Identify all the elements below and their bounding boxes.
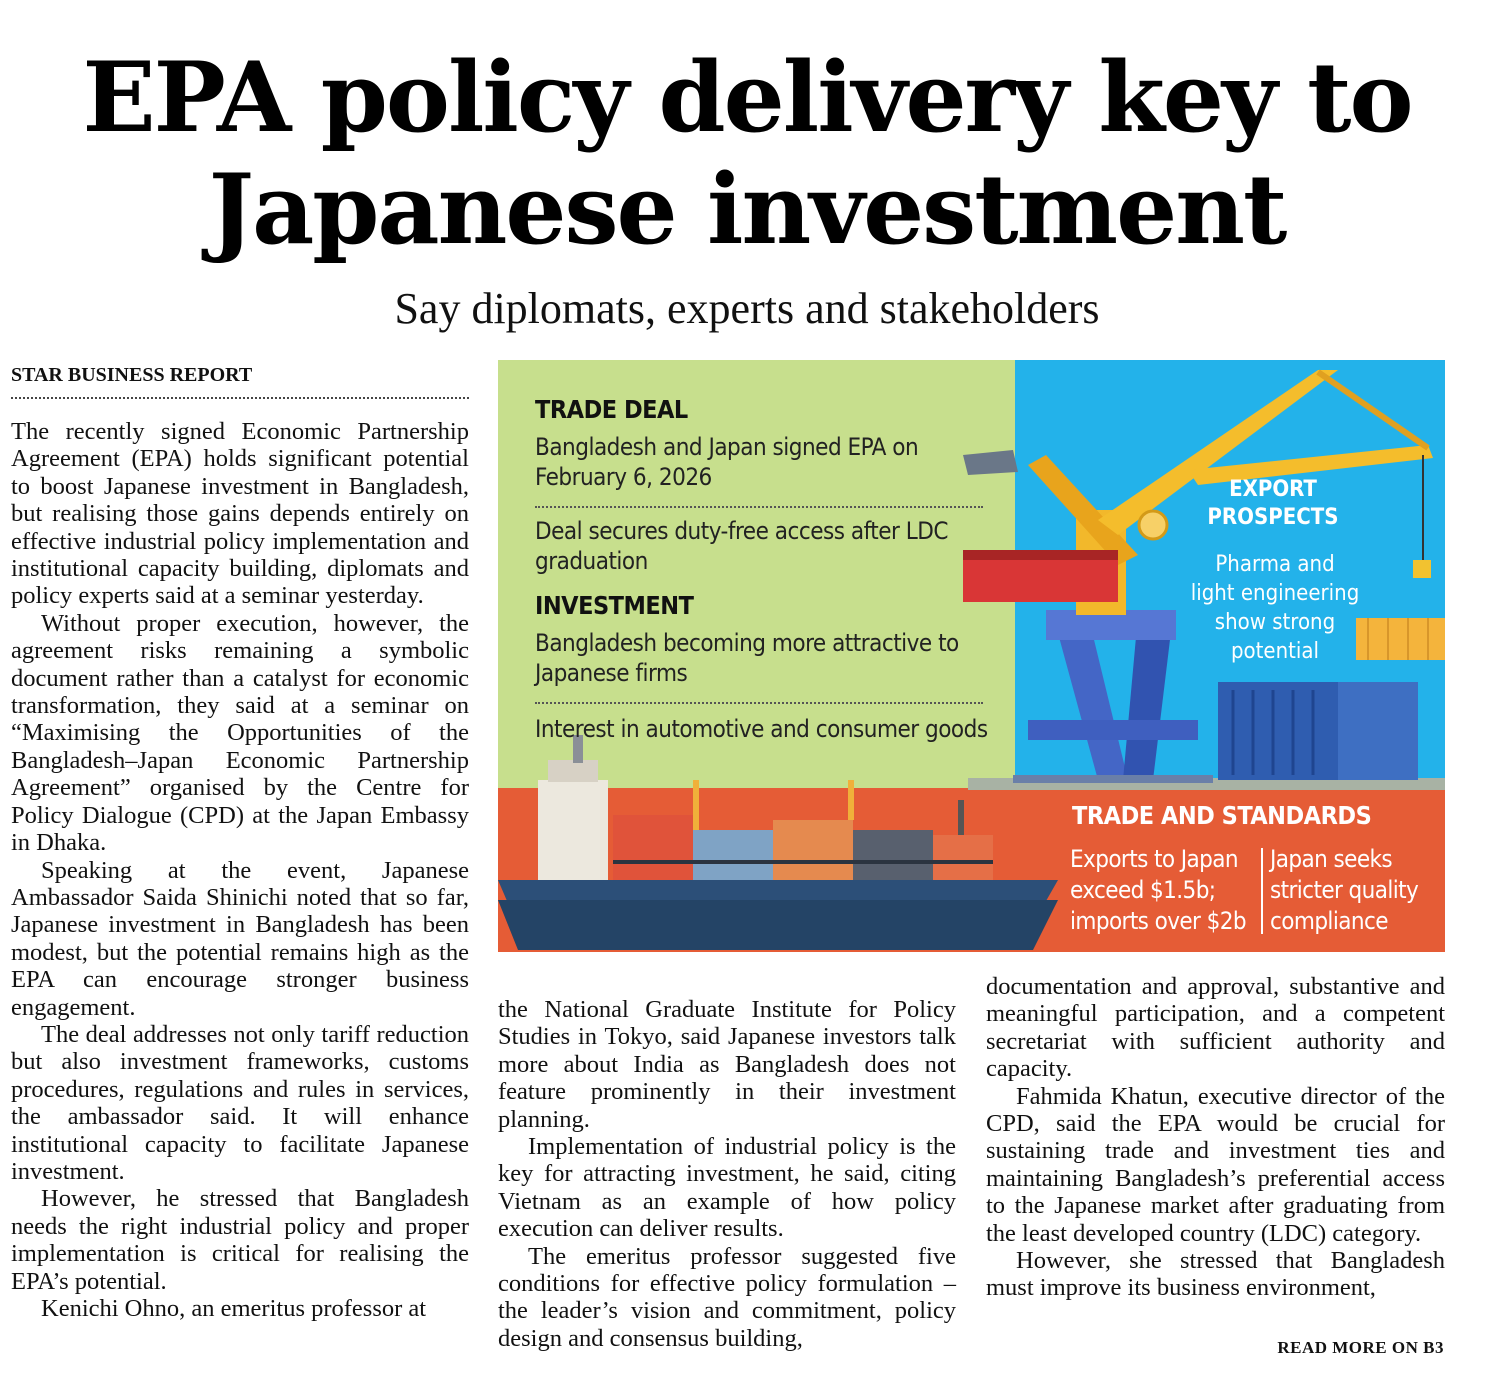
- text-line: show strong: [1214, 610, 1336, 635]
- paragraph: Kenichi Ohno, an emeritus professor at: [41, 1295, 427, 1322]
- text-line: Pharma and: [1215, 552, 1335, 577]
- text-line: light engineering: [1190, 581, 1360, 606]
- export-prospects-text: [1170, 550, 1380, 666]
- divider: [535, 506, 983, 508]
- text-line: EXPORT: [1229, 477, 1317, 502]
- text-line: Japanese firms: [535, 659, 688, 687]
- text-line: compliance: [1270, 907, 1388, 935]
- investment-heading: INVESTMENT: [535, 591, 694, 620]
- text-line: Bangladesh and Japan signed EPA on: [535, 433, 919, 461]
- text-line: stricter quality: [1270, 876, 1419, 904]
- paragraph: The deal addresses not only tariff reduction but also investment frameworks, customs procedures, regulations and rules in services, the ambassador said. It will enhance institutional capacity to facilitate Japanese investment.: [11, 1020, 469, 1185]
- divider: [1261, 848, 1263, 934]
- text-line: Exports to Japan: [1070, 845, 1238, 873]
- paragraph: Fahmida Khatun, executive director of the CPD, said the EPA would be crucial for sustaining trade and investment ties and maintaining Bangladesh’s preferential access to the Japanese market after graduating from the least developed country (LDC) category.: [986, 1082, 1445, 1247]
- trade-deal-item-1: [535, 432, 918, 492]
- text-line: PROSPECTS: [1207, 505, 1339, 530]
- paragraph: Implementation of industrial policy is the key for attracting investment, he said, citing Vietnam as an example of how policy execution can deliver results.: [498, 1133, 956, 1243]
- paragraph: The emeritus professor suggested five conditions for effective policy formulation – the leader’s vision and commitment, policy design and consensus building,: [498, 1242, 956, 1352]
- infographic: [498, 360, 1445, 952]
- text-line: Bangladesh becoming more attractive to: [535, 629, 959, 657]
- trade-deal-item-2: [535, 516, 948, 576]
- investment-item-1: [535, 628, 959, 688]
- paragraph: However, he stressed that Bangladesh needs the right industrial policy and proper implementation is critical for realising the EPA’s potential.: [11, 1185, 469, 1295]
- paragraph: Without proper execution, however, the agreement risks remaining a symbolic document rather than a catalyst for economic transformation, they said at a seminar on “Maximising the Opportunities of the Bangladesh–Japan Economic Partnership Agreement” organised by the Centre for Policy Dialogue (CPD) at the Japan Embassy in Dhaka.: [11, 609, 469, 857]
- article-column-2: [498, 996, 956, 1352]
- text-line: imports over $2b: [1070, 907, 1246, 935]
- headline: [0, 42, 1494, 266]
- paragraph: The recently signed Economic Partnership Agreement (EPA) holds significant potential to boost Japanese investment in Bangladesh, but realising those gains depends entirely on effective industrial policy implementation and institutional capacity building, diplomats and policy experts said at a seminar yesterday.: [11, 418, 469, 610]
- read-more-link[interactable]: READ MORE ON B3: [1277, 1338, 1444, 1357]
- text-line: Japan seeks: [1270, 845, 1393, 873]
- byline: STAR BUSINESS REPORT: [11, 364, 469, 399]
- paragraph: Speaking at the event, Japanese Ambassador Saida Shinichi noted that so far, Japanese investment in Bangladesh has been modest, but the potential remains high as the EPA can encourage stronger business engagement.: [11, 856, 469, 1021]
- paragraph: the National Graduate Institute for Policy Studies in Tokyo, said Japanese investors talk more about India as Bangladesh does not feature prominently in their investment planning.: [498, 996, 956, 1133]
- text-line: February 6, 2026: [535, 463, 712, 491]
- text-line: graduation: [535, 547, 648, 575]
- text-line: Deal secures duty-free access after LDC: [535, 517, 948, 545]
- text-line: potential: [1230, 639, 1320, 664]
- article-column-1: [11, 418, 469, 1322]
- investment-item-2: Interest in automotive and consumer goods: [535, 715, 988, 743]
- headline-line-1: EPA policy delivery key to: [82, 41, 1412, 154]
- cargo-ship-icon: [498, 735, 1058, 950]
- trade-standards-right: [1270, 844, 1445, 937]
- paragraph: However, she stressed that Bangladesh must improve its business environment,: [986, 1247, 1445, 1302]
- trade-deal-heading: TRADE DEAL: [535, 395, 688, 424]
- paragraph: documentation and approval, substantive and meaningful participation, and a competent secretariat with sufficient authority and capacity.: [986, 973, 1445, 1083]
- article-column-3: [986, 973, 1445, 1302]
- trade-standards-heading: TRADE AND STANDARDS: [1072, 801, 1372, 830]
- headline-line-2: Japanese investment: [208, 153, 1286, 266]
- text-line: exceed $1.5b;: [1070, 876, 1216, 904]
- export-prospects-heading: [1188, 476, 1358, 532]
- trade-standards-left: [1070, 844, 1260, 937]
- divider: [535, 702, 983, 704]
- container-stack-icon: [1218, 682, 1418, 780]
- subheadline: Say diplomats, experts and stakeholders: [394, 284, 1100, 333]
